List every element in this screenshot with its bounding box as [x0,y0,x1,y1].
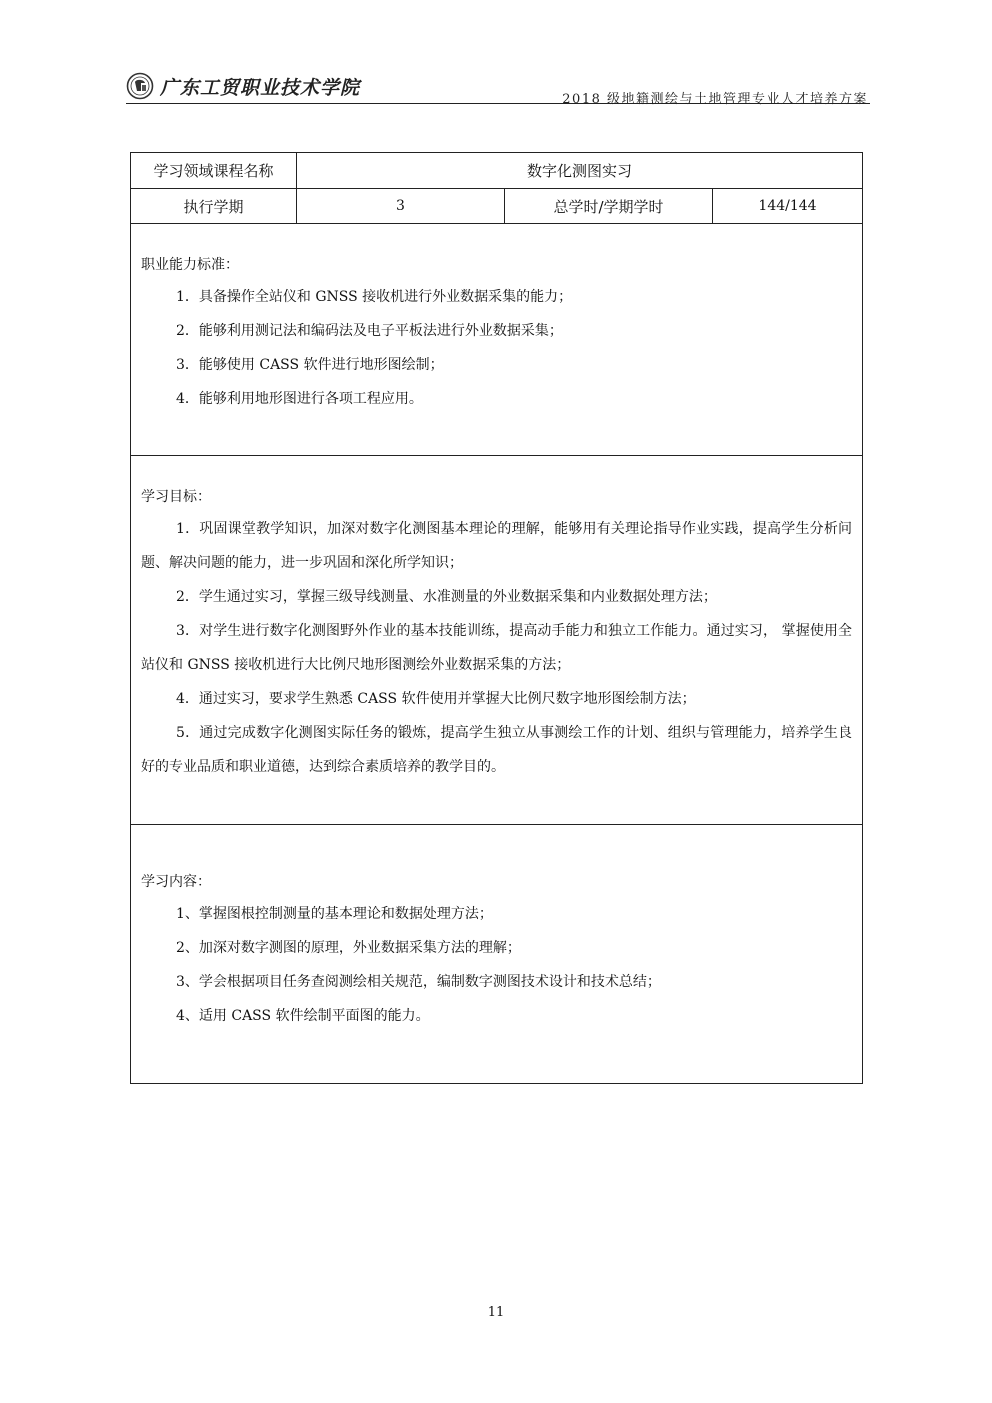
content-row [131,825,863,1084]
content-item: 1、掌握图根控制测量的基本理论和数据处理方法； [176,906,493,922]
course-table [130,152,863,1084]
course-name-label: 学习领域课程名称 [131,153,297,189]
college-emblem-icon [126,72,154,100]
competency-title: 职业能力标准： [141,257,239,273]
document-title: 2018 级地籍测绘与土地管理专业人才培养方案 [562,92,868,107]
course-term-row [131,189,863,224]
college-logo [126,72,360,100]
competency-item: 2．能够利用测记法和编码法及电子平板法进行外业数据采集； [176,323,563,339]
content-title: 学习内容： [141,874,211,890]
hours-label: 总学时/学期学时 [505,189,713,224]
competency-item: 1．具备操作全站仪和 GNSS 接收机进行外业数据采集的能力； [176,289,573,305]
objective-item: 1．巩固课堂教学知识，加深对数字化测图基本理论的理解，能够用有关理论指导作业实践，提高学生分析问题、解决问题的能力，进一步巩固和深化所学知识； [141,521,853,571]
college-name: 广东工贸职业技术学院 [160,76,361,99]
objective-item: 5．通过完成数字化测图实际任务的锻炼，提高学生独立从事测绘工作的计划、组织与管理能力，培养学生良好的专业品质和职业道德，达到综合素质培养的教学目的。 [141,725,853,775]
page-header [126,70,870,107]
objective-item: 4．通过实习，要求学生熟悉 CASS 软件使用并掌握大比例尺数字地形图绘制方法； [176,691,696,707]
objectives-title: 学习目标： [141,489,211,505]
competency-item: 3．能够使用 CASS 软件进行地形图绘制； [176,357,444,373]
objective-item: 3．对学生进行数字化测图野外作业的基本技能训练，提高动手能力和独立工作能力。通过实习， 掌握使用全站仪和 GNSS 接收机进行大比例尺地形图测绘外业数据采集的方法； [141,623,853,673]
hours-value: 144/144 [713,189,863,224]
competency-row [131,224,863,456]
objectives-section [131,456,863,825]
competency-section [131,224,863,456]
content-item: 4、适用 CASS 软件绘制平面图的能力。 [176,1008,430,1024]
content-section [131,825,863,1084]
course-name-value: 数字化测图实习 [297,153,863,189]
objectives-row [131,456,863,825]
objective-item: 2．学生通过实习，掌握三级导线测量、水准测量的外业数据采集和内业数据处理方法； [176,589,717,605]
term-label: 执行学期 [131,189,297,224]
page-number: 11 [487,1305,505,1320]
content-item: 2、加深对数字测图的原理，外业数据采集方法的理解； [176,940,521,956]
course-name-row [131,153,863,189]
header-divider [126,103,870,104]
term-value: 3 [297,189,505,224]
competency-item: 4．能够利用地形图进行各项工程应用。 [176,391,423,407]
content-item: 3、学会根据项目任务查阅测绘相关规范，编制数字测图技术设计和技术总结； [176,974,661,990]
